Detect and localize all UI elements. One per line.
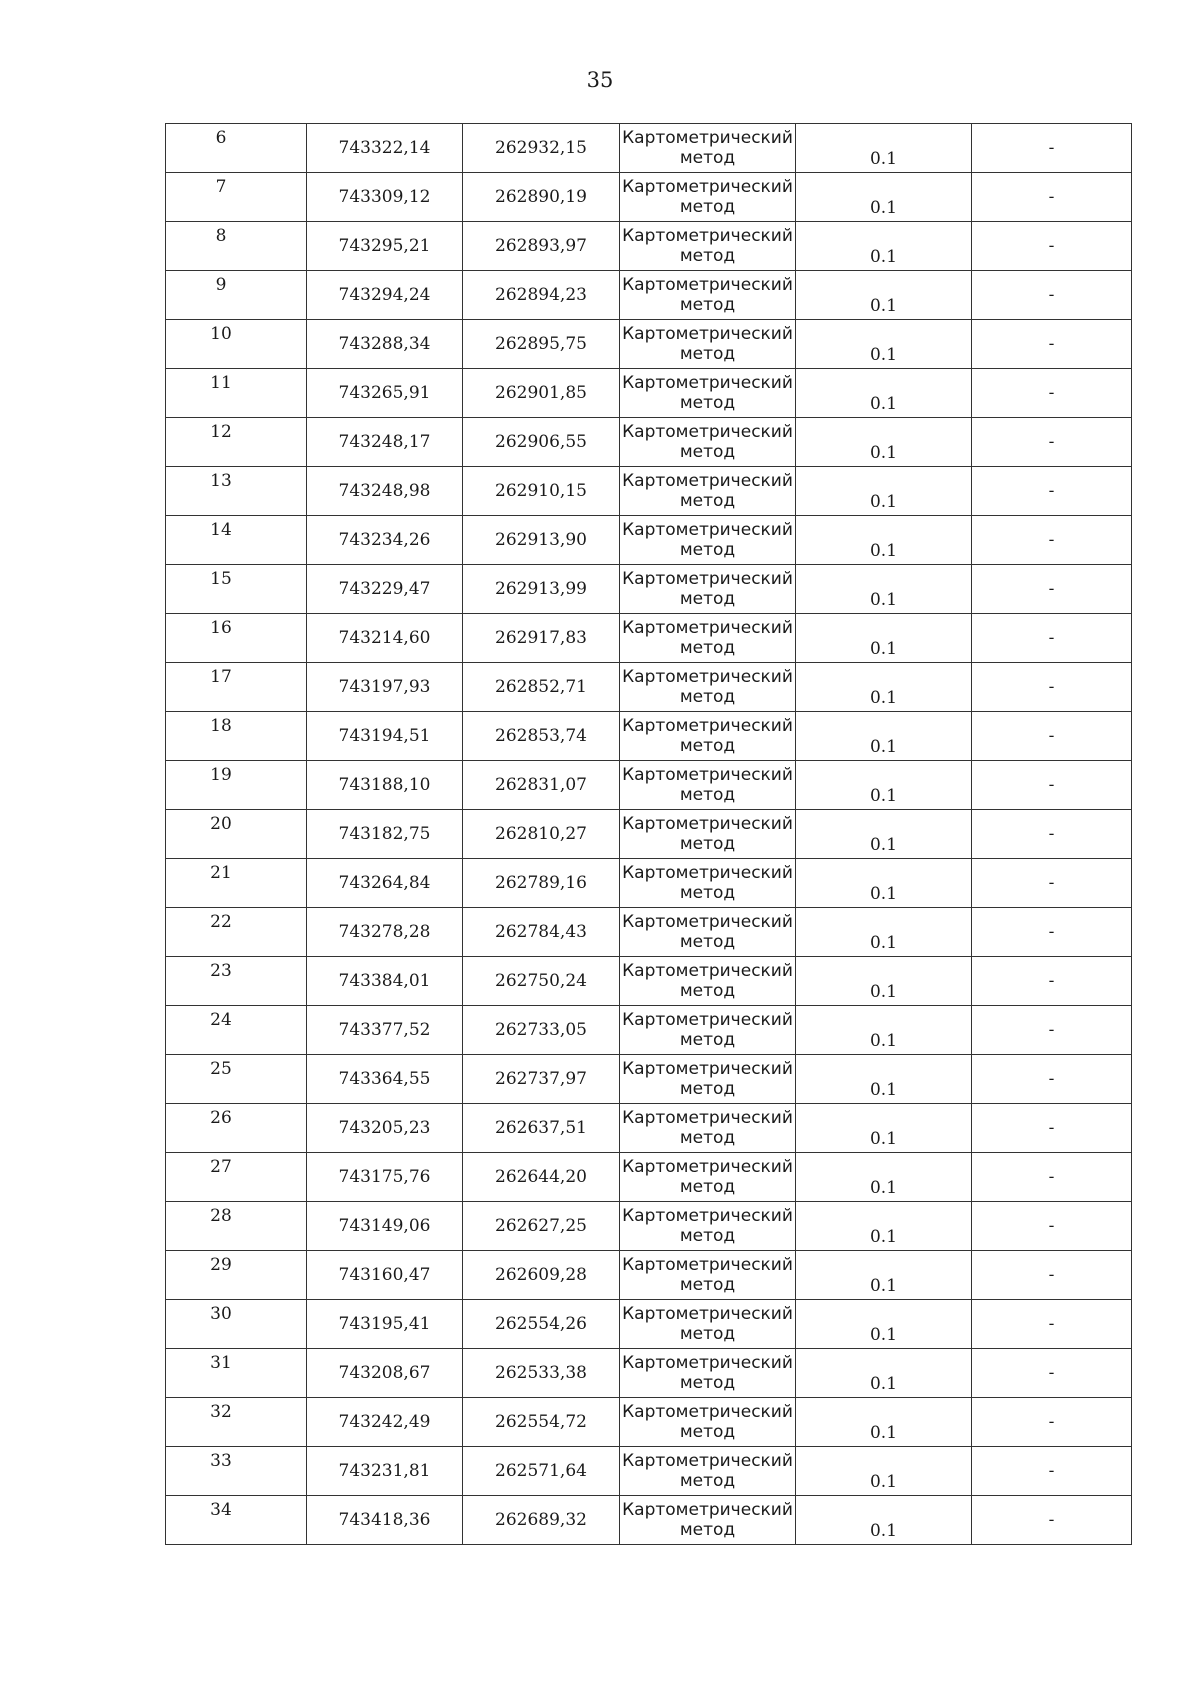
description-cell: -: [972, 1398, 1132, 1447]
x-coordinate-cell: 743248,17: [307, 418, 463, 467]
table-row: [166, 957, 1132, 1006]
point-number-text: 10: [210, 324, 232, 344]
point-number-cell: [166, 1398, 307, 1447]
method-cell: Картометрический метод: [620, 1447, 796, 1496]
point-number-text: 32: [210, 1402, 232, 1422]
method-cell: Картометрический метод: [620, 418, 796, 467]
accuracy-cell: [796, 565, 972, 614]
method-cell: Картометрический метод: [620, 810, 796, 859]
table-row: [166, 565, 1132, 614]
point-number-cell: [166, 1251, 307, 1300]
table-row: [166, 614, 1132, 663]
x-coordinate-cell: 743194,51: [307, 712, 463, 761]
accuracy-text: 0.1: [869, 1275, 898, 1296]
x-coordinate-cell: 743294,24: [307, 271, 463, 320]
x-coordinate-cell: 743418,36: [307, 1496, 463, 1545]
accuracy-cell: [796, 1251, 972, 1300]
point-number-cell: [166, 467, 307, 516]
description-cell: -: [972, 1153, 1132, 1202]
accuracy-cell: [796, 761, 972, 810]
point-number-cell: [166, 565, 307, 614]
table-row: [166, 859, 1132, 908]
method-cell: Картометрический метод: [620, 1398, 796, 1447]
y-coordinate-cell: 262890,19: [463, 173, 620, 222]
table-row: [166, 1300, 1132, 1349]
point-number-cell: [166, 908, 307, 957]
point-number-text: 8: [215, 226, 227, 246]
point-number-text: 33: [210, 1451, 232, 1471]
point-number-text: 15: [210, 569, 232, 589]
x-coordinate-cell: 743364,55: [307, 1055, 463, 1104]
point-number-cell: [166, 173, 307, 222]
table-row: [166, 1398, 1132, 1447]
y-coordinate-cell: 262733,05: [463, 1006, 620, 1055]
table-row: [166, 1104, 1132, 1153]
y-coordinate-cell: 262893,97: [463, 222, 620, 271]
description-cell: -: [972, 810, 1132, 859]
table-row: [166, 222, 1132, 271]
accuracy-cell: [796, 1349, 972, 1398]
y-coordinate-cell: 262533,38: [463, 1349, 620, 1398]
description-cell: -: [972, 1447, 1132, 1496]
method-cell: Картометрический метод: [620, 1104, 796, 1153]
method-cell: Картометрический метод: [620, 222, 796, 271]
method-cell: Картометрический метод: [620, 467, 796, 516]
table-row: [166, 761, 1132, 810]
point-number-text: 27: [210, 1157, 232, 1177]
accuracy-cell: [796, 1055, 972, 1104]
point-number-cell: [166, 1202, 307, 1251]
x-coordinate-cell: 743208,67: [307, 1349, 463, 1398]
x-coordinate-cell: 743234,26: [307, 516, 463, 565]
accuracy-text: 0.1: [869, 295, 898, 316]
accuracy-text: 0.1: [869, 540, 898, 561]
point-number-cell: [166, 810, 307, 859]
x-coordinate-cell: 743205,23: [307, 1104, 463, 1153]
point-number-cell: [166, 320, 307, 369]
description-cell: -: [972, 761, 1132, 810]
accuracy-text: 0.1: [869, 1177, 898, 1198]
point-number-cell: [166, 663, 307, 712]
point-number-cell: [166, 761, 307, 810]
x-coordinate-cell: 743288,34: [307, 320, 463, 369]
point-number-text: 30: [210, 1304, 232, 1324]
point-number-text: 11: [210, 373, 232, 393]
x-coordinate-cell: 743214,60: [307, 614, 463, 663]
method-cell: Картометрический метод: [620, 1300, 796, 1349]
table-row: [166, 908, 1132, 957]
method-cell: Картометрический метод: [620, 663, 796, 712]
accuracy-text: 0.1: [869, 883, 898, 904]
accuracy-cell: [796, 1006, 972, 1055]
point-number-text: 22: [210, 912, 232, 932]
table-row: [166, 173, 1132, 222]
y-coordinate-cell: 262853,74: [463, 712, 620, 761]
y-coordinate-cell: 262901,85: [463, 369, 620, 418]
description-cell: -: [972, 222, 1132, 271]
description-cell: -: [972, 663, 1132, 712]
table-row: [166, 712, 1132, 761]
table-row: [166, 1349, 1132, 1398]
description-cell: -: [972, 271, 1132, 320]
point-number-text: 21: [210, 863, 232, 883]
method-cell: Картометрический метод: [620, 1055, 796, 1104]
y-coordinate-cell: 262913,99: [463, 565, 620, 614]
table-row: [166, 1055, 1132, 1104]
accuracy-cell: [796, 369, 972, 418]
description-cell: -: [972, 173, 1132, 222]
accuracy-text: 0.1: [869, 442, 898, 463]
y-coordinate-cell: 262554,26: [463, 1300, 620, 1349]
accuracy-text: 0.1: [869, 246, 898, 267]
accuracy-cell: [796, 859, 972, 908]
y-coordinate-cell: 262917,83: [463, 614, 620, 663]
accuracy-text: 0.1: [869, 981, 898, 1002]
accuracy-cell: [796, 663, 972, 712]
y-coordinate-cell: 262932,15: [463, 124, 620, 173]
accuracy-cell: [796, 712, 972, 761]
point-number-text: 14: [210, 520, 232, 540]
accuracy-text: 0.1: [869, 1079, 898, 1100]
point-number-cell: [166, 124, 307, 173]
description-cell: -: [972, 565, 1132, 614]
point-number-cell: [166, 614, 307, 663]
x-coordinate-cell: 743229,47: [307, 565, 463, 614]
method-cell: Картометрический метод: [620, 908, 796, 957]
point-number-cell: [166, 369, 307, 418]
point-number-cell: [166, 1300, 307, 1349]
y-coordinate-cell: 262852,71: [463, 663, 620, 712]
table-row: [166, 1202, 1132, 1251]
method-cell: Картометрический метод: [620, 369, 796, 418]
method-cell: Картометрический метод: [620, 957, 796, 1006]
point-number-cell: [166, 712, 307, 761]
x-coordinate-cell: 743248,98: [307, 467, 463, 516]
y-coordinate-cell: 262750,24: [463, 957, 620, 1006]
table-row: [166, 320, 1132, 369]
method-cell: Картометрический метод: [620, 173, 796, 222]
point-number-text: 28: [210, 1206, 232, 1226]
point-number-text: 20: [210, 814, 232, 834]
point-number-cell: [166, 1153, 307, 1202]
description-cell: -: [972, 957, 1132, 1006]
x-coordinate-cell: 743322,14: [307, 124, 463, 173]
point-number-text: 9: [215, 275, 227, 295]
x-coordinate-cell: 743231,81: [307, 1447, 463, 1496]
point-number-text: 17: [210, 667, 232, 687]
accuracy-cell: [796, 1202, 972, 1251]
accuracy-text: 0.1: [869, 1373, 898, 1394]
y-coordinate-cell: 262784,43: [463, 908, 620, 957]
table-row: [166, 663, 1132, 712]
y-coordinate-cell: 262894,23: [463, 271, 620, 320]
accuracy-text: 0.1: [869, 148, 898, 169]
description-cell: -: [972, 1055, 1132, 1104]
x-coordinate-cell: 743242,49: [307, 1398, 463, 1447]
x-coordinate-cell: 743160,47: [307, 1251, 463, 1300]
y-coordinate-cell: 262689,32: [463, 1496, 620, 1545]
y-coordinate-cell: 262609,28: [463, 1251, 620, 1300]
point-number-cell: [166, 516, 307, 565]
y-coordinate-cell: 262627,25: [463, 1202, 620, 1251]
point-number-cell: [166, 957, 307, 1006]
accuracy-text: 0.1: [869, 1422, 898, 1443]
accuracy-cell: [796, 124, 972, 173]
accuracy-cell: [796, 320, 972, 369]
accuracy-text: 0.1: [869, 687, 898, 708]
description-cell: -: [972, 1202, 1132, 1251]
point-number-text: 6: [215, 128, 227, 148]
coordinates-table: [165, 123, 1132, 1545]
accuracy-cell: [796, 222, 972, 271]
y-coordinate-cell: 262554,72: [463, 1398, 620, 1447]
method-cell: Картометрический метод: [620, 1006, 796, 1055]
table-row: [166, 1006, 1132, 1055]
method-cell: Картометрический метод: [620, 1349, 796, 1398]
coordinates-table-body: [166, 124, 1132, 1545]
point-number-text: 16: [210, 618, 232, 638]
point-number-cell: [166, 1349, 307, 1398]
method-cell: Картометрический метод: [620, 1153, 796, 1202]
x-coordinate-cell: 743377,52: [307, 1006, 463, 1055]
method-cell: Картометрический метод: [620, 516, 796, 565]
description-cell: -: [972, 1251, 1132, 1300]
point-number-cell: [166, 418, 307, 467]
point-number-text: 25: [210, 1059, 232, 1079]
point-number-cell: [166, 859, 307, 908]
table-row: [166, 124, 1132, 173]
accuracy-text: 0.1: [869, 1030, 898, 1051]
x-coordinate-cell: 743264,84: [307, 859, 463, 908]
method-cell: Картометрический метод: [620, 1202, 796, 1251]
description-cell: -: [972, 712, 1132, 761]
accuracy-text: 0.1: [869, 589, 898, 610]
method-cell: Картометрический метод: [620, 614, 796, 663]
x-coordinate-cell: 743265,91: [307, 369, 463, 418]
x-coordinate-cell: 743175,76: [307, 1153, 463, 1202]
description-cell: -: [972, 1006, 1132, 1055]
point-number-cell: [166, 271, 307, 320]
table-row: [166, 1153, 1132, 1202]
table-row: [166, 467, 1132, 516]
method-cell: Картометрический метод: [620, 1251, 796, 1300]
accuracy-cell: [796, 614, 972, 663]
accuracy-cell: [796, 908, 972, 957]
point-number-text: 19: [210, 765, 232, 785]
accuracy-text: 0.1: [869, 1471, 898, 1492]
table-row: [166, 1496, 1132, 1545]
description-cell: -: [972, 418, 1132, 467]
method-cell: Картометрический метод: [620, 124, 796, 173]
y-coordinate-cell: 262906,55: [463, 418, 620, 467]
accuracy-cell: [796, 1153, 972, 1202]
point-number-cell: [166, 1006, 307, 1055]
accuracy-text: 0.1: [869, 736, 898, 757]
accuracy-text: 0.1: [869, 344, 898, 365]
y-coordinate-cell: 262571,64: [463, 1447, 620, 1496]
description-cell: -: [972, 908, 1132, 957]
accuracy-text: 0.1: [869, 1520, 898, 1541]
y-coordinate-cell: 262831,07: [463, 761, 620, 810]
accuracy-cell: [796, 467, 972, 516]
point-number-text: 34: [210, 1500, 232, 1520]
x-coordinate-cell: 743195,41: [307, 1300, 463, 1349]
x-coordinate-cell: 743149,06: [307, 1202, 463, 1251]
point-number-cell: [166, 1104, 307, 1153]
description-cell: -: [972, 1349, 1132, 1398]
description-cell: -: [972, 614, 1132, 663]
accuracy-text: 0.1: [869, 393, 898, 414]
accuracy-text: 0.1: [869, 834, 898, 855]
description-cell: -: [972, 1300, 1132, 1349]
accuracy-text: 0.1: [869, 1324, 898, 1345]
description-cell: -: [972, 320, 1132, 369]
point-number-text: 29: [210, 1255, 232, 1275]
x-coordinate-cell: 743182,75: [307, 810, 463, 859]
point-number-cell: [166, 1496, 307, 1545]
method-cell: Картометрический метод: [620, 712, 796, 761]
table-row: [166, 1251, 1132, 1300]
accuracy-text: 0.1: [869, 638, 898, 659]
table-row: [166, 418, 1132, 467]
description-cell: -: [972, 369, 1132, 418]
accuracy-cell: [796, 1300, 972, 1349]
accuracy-cell: [796, 957, 972, 1006]
description-cell: -: [972, 467, 1132, 516]
accuracy-text: 0.1: [869, 1128, 898, 1149]
y-coordinate-cell: 262644,20: [463, 1153, 620, 1202]
accuracy-cell: [796, 173, 972, 222]
accuracy-cell: [796, 271, 972, 320]
point-number-cell: [166, 1055, 307, 1104]
point-number-text: 24: [210, 1010, 232, 1030]
point-number-text: 31: [210, 1353, 232, 1373]
method-cell: Картометрический метод: [620, 1496, 796, 1545]
y-coordinate-cell: 262910,15: [463, 467, 620, 516]
method-cell: Картометрический метод: [620, 859, 796, 908]
accuracy-cell: [796, 1447, 972, 1496]
accuracy-cell: [796, 1496, 972, 1545]
y-coordinate-cell: 262637,51: [463, 1104, 620, 1153]
table-row: [166, 271, 1132, 320]
accuracy-cell: [796, 1104, 972, 1153]
x-coordinate-cell: 743295,21: [307, 222, 463, 271]
y-coordinate-cell: 262913,90: [463, 516, 620, 565]
accuracy-cell: [796, 810, 972, 859]
point-number-text: 7: [215, 177, 227, 197]
description-cell: -: [972, 859, 1132, 908]
point-number-text: 18: [210, 716, 232, 736]
table-row: [166, 810, 1132, 859]
x-coordinate-cell: 743309,12: [307, 173, 463, 222]
description-cell: -: [972, 1104, 1132, 1153]
point-number-text: 12: [210, 422, 232, 442]
method-cell: Картометрический метод: [620, 320, 796, 369]
x-coordinate-cell: 743197,93: [307, 663, 463, 712]
accuracy-text: 0.1: [869, 1226, 898, 1247]
y-coordinate-cell: 262737,97: [463, 1055, 620, 1104]
point-number-text: 13: [210, 471, 232, 491]
point-number-cell: [166, 1447, 307, 1496]
accuracy-text: 0.1: [869, 785, 898, 806]
method-cell: Картометрический метод: [620, 271, 796, 320]
accuracy-text: 0.1: [869, 197, 898, 218]
x-coordinate-cell: 743384,01: [307, 957, 463, 1006]
point-number-cell: [166, 222, 307, 271]
x-coordinate-cell: 743278,28: [307, 908, 463, 957]
accuracy-text: 0.1: [869, 491, 898, 512]
table-row: [166, 369, 1132, 418]
method-cell: Картометрический метод: [620, 761, 796, 810]
y-coordinate-cell: 262810,27: [463, 810, 620, 859]
description-cell: -: [972, 124, 1132, 173]
description-cell: -: [972, 1496, 1132, 1545]
page-number: 35: [586, 68, 614, 92]
point-number-text: 26: [210, 1108, 232, 1128]
point-number-text: 23: [210, 961, 232, 981]
table-row: [166, 516, 1132, 565]
accuracy-cell: [796, 1398, 972, 1447]
accuracy-cell: [796, 516, 972, 565]
accuracy-text: 0.1: [869, 932, 898, 953]
accuracy-cell: [796, 418, 972, 467]
x-coordinate-cell: 743188,10: [307, 761, 463, 810]
table-row: [166, 1447, 1132, 1496]
y-coordinate-cell: 262789,16: [463, 859, 620, 908]
method-cell: Картометрический метод: [620, 565, 796, 614]
description-cell: -: [972, 516, 1132, 565]
y-coordinate-cell: 262895,75: [463, 320, 620, 369]
